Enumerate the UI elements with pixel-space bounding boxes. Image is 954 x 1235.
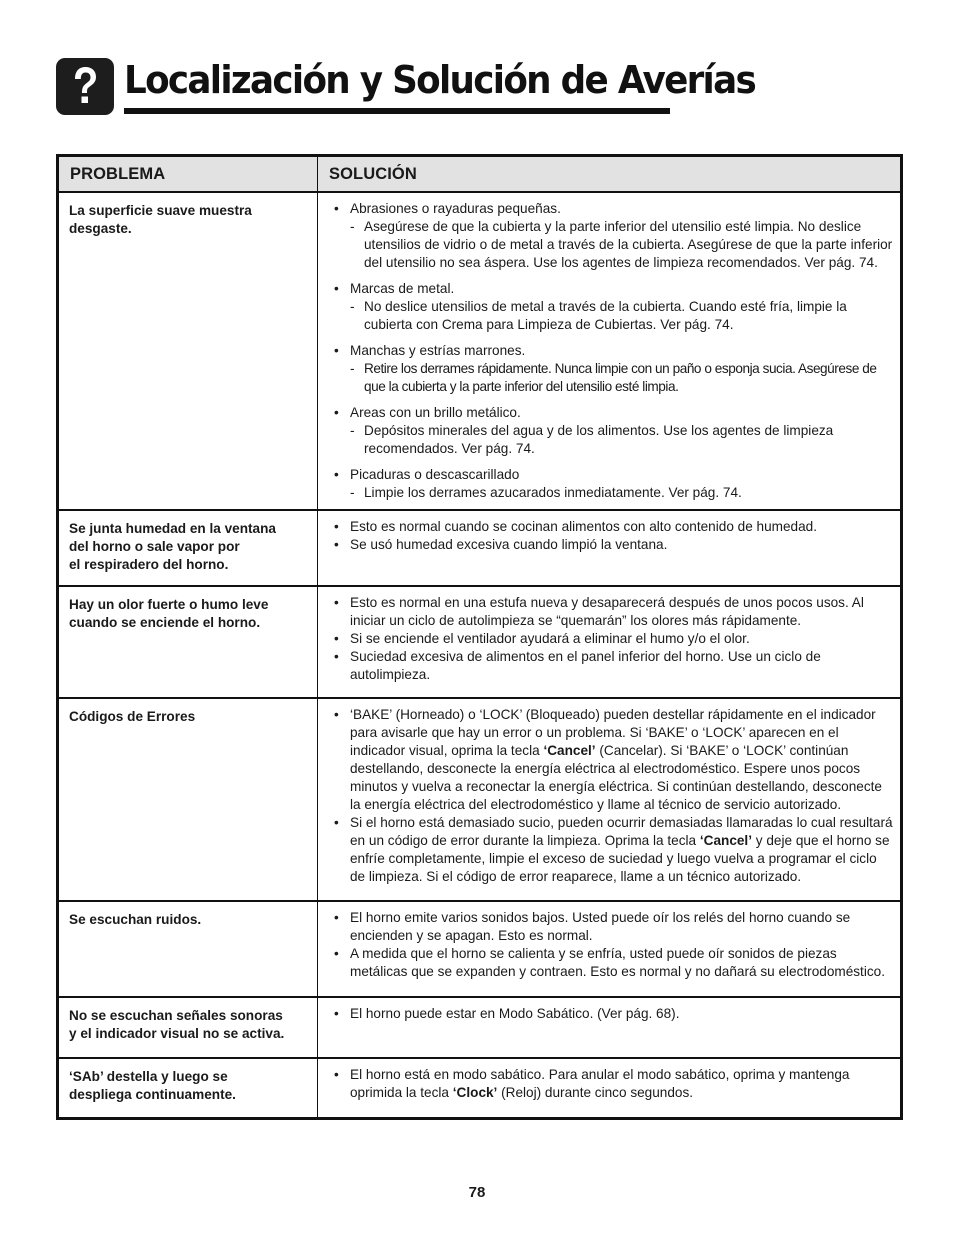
solution-subtext: Asegúrese de que la cubierta y la parte inferior del utensilio esté limpia. No deslice utensilios de vidrio o de metal a través de la cubierta. Asegúrese de que la parte inferior del utensilio no sea áspera. Use los agentes de limpieza recomendados. Ver pág. 74. xyxy=(364,219,893,270)
solution-item xyxy=(318,1005,894,1023)
solution-item xyxy=(318,518,894,536)
solution-item xyxy=(318,648,894,684)
solution-subitem xyxy=(350,360,894,396)
solution-subitem xyxy=(350,422,894,458)
solution-cell xyxy=(318,901,902,997)
solution-text: Esto es normal en una estufa nueva y desaparecerá después de unos pocos usos. Al iniciar un ciclo de autolimpieza se “quemarán” los olores más rápidamente. xyxy=(350,595,864,628)
solution-item xyxy=(318,342,894,396)
solution-text: y deje que el horno se enfríe completamente, limpie el exceso de suciedad y luego vuelva a programar el ciclo de limpieza. Si el código de error reaparece, llame a un técnico autorizado. xyxy=(350,833,890,884)
clock-key-label: ‘Clock’ xyxy=(452,1085,498,1100)
solution-text: Manchas y estrías marrones. xyxy=(350,343,526,358)
solution-item xyxy=(318,1066,894,1102)
solution-text: Suciedad excesiva de alimentos en el panel inferior del horno. Use un ciclo de autolimpieza. xyxy=(350,649,821,682)
bullet-icon: • xyxy=(334,467,339,482)
problem-text: cuando se enciende el horno. xyxy=(69,615,261,630)
problem-text: despliega continuamente. xyxy=(69,1087,236,1102)
troubleshooting-table xyxy=(56,154,903,1120)
problem-cell xyxy=(58,698,318,901)
problem-text: el respiradero del horno. xyxy=(69,557,229,572)
problem-text: ‘SAb’ destella y luego se xyxy=(69,1069,228,1084)
solution-subitem xyxy=(350,298,894,334)
table-row xyxy=(58,510,902,586)
problem-text: Se junta humedad en la ventana xyxy=(69,521,276,536)
table-row xyxy=(58,192,902,510)
problem-cell xyxy=(58,510,318,586)
solution-item xyxy=(318,280,894,334)
bullet-icon: • xyxy=(334,910,339,925)
problem-cell xyxy=(58,997,318,1058)
dash-icon: - xyxy=(350,361,355,376)
problem-cell xyxy=(58,192,318,510)
solution-item xyxy=(318,814,894,886)
solution-text: El horno emite varios sonidos bajos. Usted puede oír los relés del horno cuando se encienden y se apagan. Esto es normal. xyxy=(350,910,851,943)
solution-cell xyxy=(318,192,902,510)
problem-text: La superficie suave muestra xyxy=(69,203,252,218)
bullet-icon: • xyxy=(334,405,339,420)
page-number: 78 xyxy=(468,1184,486,1201)
problem-cell xyxy=(58,1058,318,1118)
solution-item xyxy=(318,909,894,945)
solution-cell xyxy=(318,997,902,1058)
solution-text: Se usó humedad excesiva cuando limpió la ventana. xyxy=(350,537,668,552)
solution-item xyxy=(318,945,894,981)
table-header-row xyxy=(58,156,902,193)
problem-cell xyxy=(58,586,318,698)
bullet-icon: • xyxy=(334,815,339,830)
problem-text: Hay un olor fuerte o humo leve xyxy=(69,597,269,612)
bullet-icon: • xyxy=(334,946,339,961)
solution-item xyxy=(318,706,894,814)
page-title: Localización y Solución de Averías xyxy=(124,58,756,102)
solution-item xyxy=(318,536,894,554)
bullet-icon: • xyxy=(334,631,339,646)
table-row xyxy=(58,1058,902,1118)
bullet-icon: • xyxy=(334,595,339,610)
bullet-icon: • xyxy=(334,1006,339,1021)
column-header-solucion: SOLUCIÓN xyxy=(318,156,902,193)
solution-text: Picaduras o descascarillado xyxy=(350,467,520,482)
bullet-icon: • xyxy=(334,201,339,216)
column-header-problema: PROBLEMA xyxy=(58,156,318,193)
solution-text: Abrasiones o rayaduras pequeñas. xyxy=(350,201,561,216)
bullet-icon: • xyxy=(334,281,339,296)
bullet-icon: • xyxy=(334,649,339,664)
solution-subtext: Retire los derrames rápidamente. Nunca limpie con un paño o esponja sucia. Asegúrese de que la cubierta y la parte inferior del utensilio esté limpia. xyxy=(364,361,877,394)
solution-subtext: Depósitos minerales del agua y de los alimentos. Use los agentes de limpieza recomendados. Ver pág. 74. xyxy=(364,423,834,456)
solution-item xyxy=(318,630,894,648)
bullet-icon: • xyxy=(334,707,339,722)
solution-item xyxy=(318,200,894,272)
solution-cell xyxy=(318,698,902,901)
problem-text: desgaste. xyxy=(69,221,132,236)
table-row xyxy=(58,901,902,997)
question-mark-icon xyxy=(56,58,114,115)
solution-subtext: Limpie los derrames azucarados inmediatamente. Ver pág. 74. xyxy=(364,485,742,500)
solution-text: Si el horno está demasiado sucio, pueden ocurrir demasiadas llamaradas lo cual resultará en un código de error durante la limpieza. Oprima la tecla xyxy=(350,815,893,848)
solution-subtext: No deslice utensilios de metal a través de la cubierta. Cuando esté fría, limpie la cubierta con Crema para Limpieza de Cubiertas. Ver pág. 74. xyxy=(364,299,847,332)
cancel-key-label: ‘Cancel’ xyxy=(699,833,752,848)
table-row xyxy=(58,586,902,698)
solution-text: Areas con un brillo metálico. xyxy=(350,405,521,420)
solution-cell xyxy=(318,510,902,586)
solution-item xyxy=(318,466,894,502)
solution-text: (Reloj) durante cinco segundos. xyxy=(497,1085,694,1100)
table-row xyxy=(58,698,902,901)
table-row xyxy=(58,997,902,1058)
solution-text: El horno puede estar en Modo Sabático. (Ver pág. 68). xyxy=(350,1006,680,1021)
solution-subitem xyxy=(350,218,894,272)
page-header xyxy=(56,55,756,117)
solution-subitem xyxy=(350,484,894,502)
bullet-icon: • xyxy=(334,1067,339,1082)
solution-item xyxy=(318,594,894,630)
solution-text: El horno está en modo sabático. Para anular el modo sabático, oprima y mantenga oprimida la tecla xyxy=(350,1067,850,1100)
solution-item xyxy=(318,404,894,458)
solution-cell xyxy=(318,586,902,698)
bullet-icon: • xyxy=(334,343,339,358)
dash-icon: - xyxy=(350,423,355,438)
title-underline xyxy=(124,108,670,114)
dash-icon: - xyxy=(350,219,355,234)
bullet-icon: • xyxy=(334,537,339,552)
problem-text: y el indicador visual no se activa. xyxy=(69,1026,285,1041)
problem-text: Se escuchan ruidos. xyxy=(69,912,202,927)
problem-text: Códigos de Errores xyxy=(69,709,196,724)
solution-text: (Cancelar). Si ‘BAKE’ o ‘LOCK’ continúan destellando, desconecte la energía eléctrica al electrodoméstico. Espere unos pocos minutos y vuelva a reconectar la energía eléctrica. Si continúan destellando, desconecte la energía eléctrica del electrodoméstico y llame al técnico de servicio autorizado. xyxy=(350,743,882,812)
solution-text: Marcas de metal. xyxy=(350,281,455,296)
problem-text: No se escuchan señales sonoras xyxy=(69,1008,283,1023)
solution-text: Si se enciende el ventilador ayudará a eliminar el humo y/o el olor. xyxy=(350,631,750,646)
problem-cell xyxy=(58,901,318,997)
solution-text: ‘BAKE’ (Horneado) o ‘LOCK’ (Bloqueado) pueden destellar rápidamente en el indicador para avisarle que hay un error o un problema. Si ‘BAKE’ o ‘LOCK’ aparecen en el indicador visual, oprima la tecla xyxy=(350,707,876,758)
solution-cell xyxy=(318,1058,902,1118)
problem-text: del horno o sale vapor por xyxy=(69,539,240,554)
bullet-icon: • xyxy=(334,519,339,534)
cancel-key-label: ‘Cancel’ xyxy=(543,743,596,758)
solution-text: A medida que el horno se calienta y se enfría, usted puede oír sonidos de piezas metálicas que se expanden y contraen. Esto es normal y no dañará su electrodoméstico. xyxy=(350,946,885,979)
solution-text: Esto es normal cuando se cocinan alimentos con alto contenido de humedad. xyxy=(350,519,818,534)
dash-icon: - xyxy=(350,485,355,500)
dash-icon: - xyxy=(350,299,355,314)
